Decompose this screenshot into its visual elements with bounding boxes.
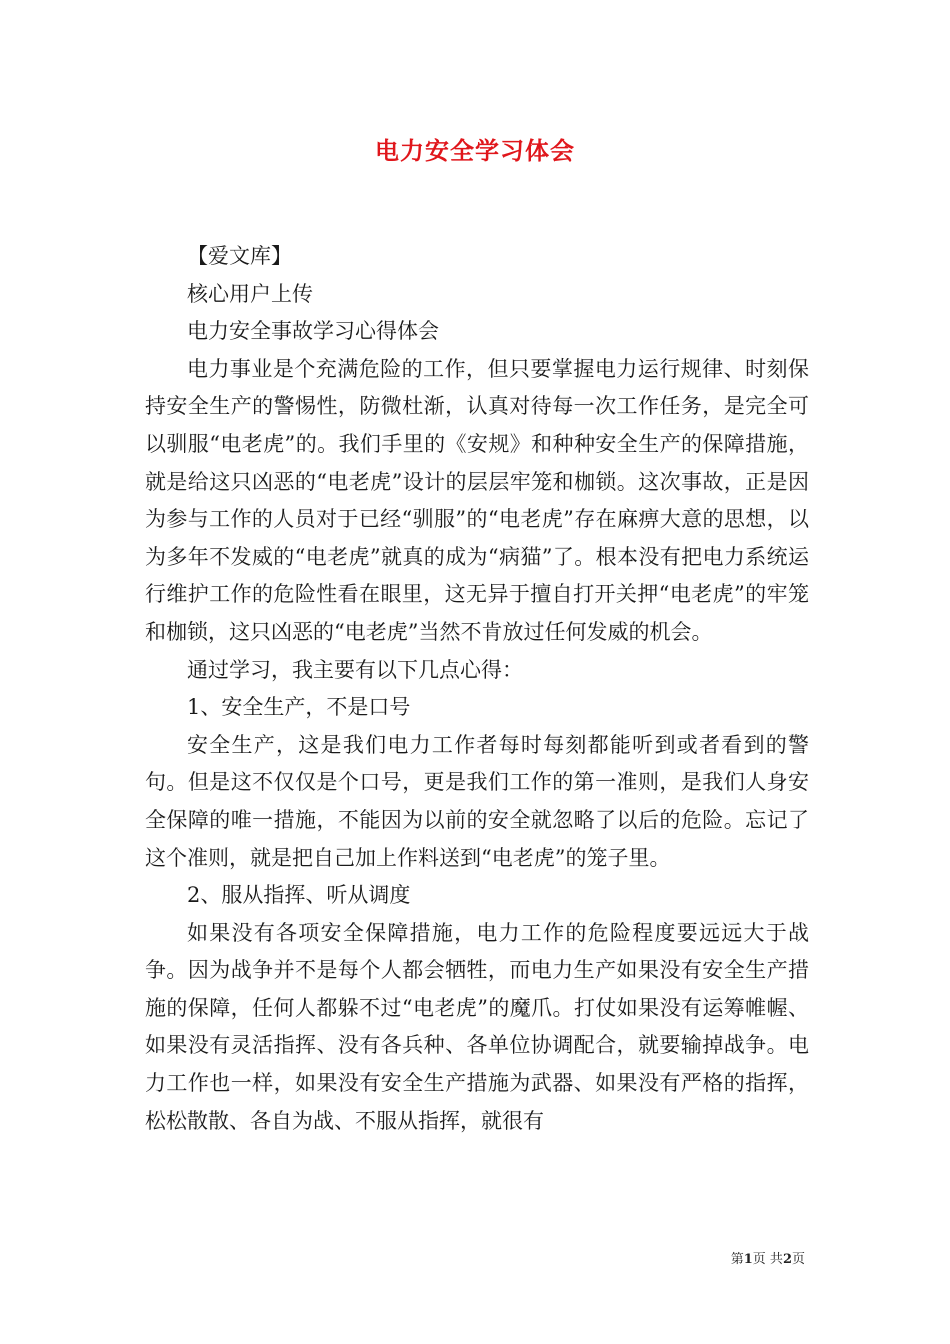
heading-point-2: 2、服从指挥、听从调度 — [187, 883, 411, 908]
paragraph-subtitle: 电力安全事故学习心得体会 — [187, 319, 439, 344]
footer-prefix: 第 — [730, 1252, 744, 1267]
paragraph-intro: 电力事业是个充满危险的工作，但只要掌握电力运行规律、时刻保持安全生产的警惕性，防微杜渐，认真对待每一次工作任务，是完全可以驯服“电老虎”的。我们手里的《安规》和种种安全生产的保障措施，就是给这只凶恶的“电老虎”设计的层层牢笼和枷锁。这次事故，正是因为参与工作的人员对于已经“驯服”的“电老虎”存在麻痹大意的思想，以为多年不发威的“电老虎”就真的成为“病猫”了。根本没有把电力系统运行维护工作的危险性看在眼里，这无异于擅自打开关押“电老虎”的牢笼和枷锁，这只凶恶的“电老虎”当然不肯放过任何发威的机会。 — [145, 356, 809, 644]
page-footer — [731, 1248, 805, 1267]
document-title: 电力安全学习体会 — [375, 136, 575, 165]
heading-point-1: 1、安全生产，不是口号 — [187, 695, 411, 720]
paragraph-source: 【爱文库】 — [187, 244, 292, 268]
paragraph-lead: 通过学习，我主要有以下几点心得： — [187, 657, 523, 682]
paragraph-point-1: 安全生产，这是我们电力工作者每时每刻都能听到或者看到的警句。但是这不仅仅是个口号，更是我们工作的第一准则，是我们人身安全保障的唯一措施，不能因为以前的安全就忽略了以后的危险。忘记了这个准则，就是把自己加上作料送到“电老虎”的笼子里。 — [145, 732, 809, 870]
footer-suffix: 页 — [791, 1252, 805, 1267]
paragraph-uploader: 核心用户上传 — [187, 281, 313, 306]
footer-total-pages: 2 — [782, 1252, 792, 1267]
paragraph-point-2: 如果没有各项安全保障措施，电力工作的危险程度要远远大于战争。因为战争并不是每个人都会牺牲，而电力生产如果没有安全生产措施的保障，任何人都躲不过“电老虎”的魔爪。打仗如果没有运筹帷幄、如果没有灵活指挥、没有各兵种、各单位协调配合，就要输掉战争。电力工作也一样，如果没有安全生产措施为武器、如果没有严格的指挥，松松散散、各自为战、不服从指挥，就很有 — [145, 920, 809, 1133]
footer-middle: 页 共 — [752, 1252, 783, 1267]
footer-current-page: 1 — [743, 1252, 753, 1267]
document-body — [145, 238, 809, 1140]
